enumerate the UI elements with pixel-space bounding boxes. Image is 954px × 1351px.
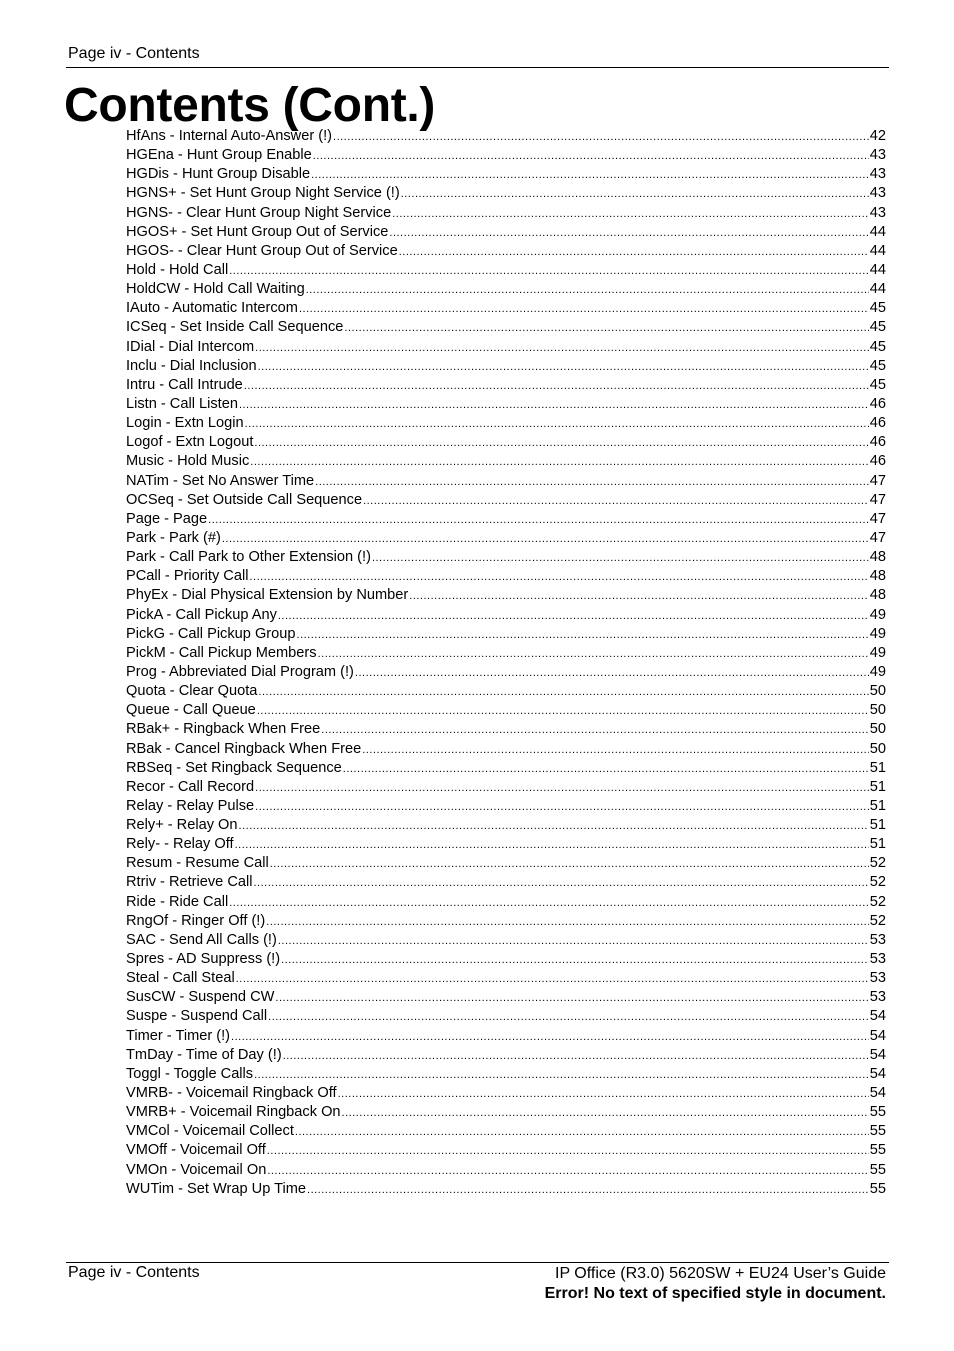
footer-document-info	[545, 1264, 886, 1304]
footer-error-text: Error! No text of specified style in document.	[544, 1285, 886, 1302]
toc-dot-leader	[343, 760, 869, 778]
toc-page-number: 44	[869, 261, 886, 278]
toc-entry[interactable]	[126, 835, 886, 854]
toc-page-number: 52	[869, 912, 886, 929]
toc-entry[interactable]	[126, 988, 886, 1007]
toc-dot-leader	[239, 396, 869, 414]
toc-entry-title: Rtriv - Retrieve Call	[126, 874, 253, 891]
toc-page-number: 43	[869, 185, 886, 202]
toc-entry-title: VMOff - Voicemail Off	[126, 1142, 266, 1159]
toc-entry[interactable]	[126, 414, 886, 433]
toc-entry-title: Login - Extn Login	[126, 415, 244, 432]
toc-page-number: 49	[869, 606, 886, 623]
toc-dot-leader	[254, 874, 869, 892]
toc-page-number: 49	[869, 663, 886, 680]
toc-dot-leader	[409, 587, 869, 605]
toc-page-number: 43	[869, 204, 886, 221]
toc-entry[interactable]	[126, 759, 886, 778]
toc-dot-leader	[315, 473, 869, 491]
toc-entry-title: Timer - Timer (!)	[126, 1027, 231, 1044]
toc-entry[interactable]	[126, 491, 886, 510]
footer-guide-title: IP Office (R3.0) 5620SW + EU24 User’s Guide	[555, 1265, 886, 1282]
toc-entry-title: Rely+ - Relay On	[126, 817, 238, 834]
toc-dot-leader	[281, 951, 869, 969]
toc-page-number: 49	[869, 625, 886, 642]
toc-page-number: 54	[869, 1046, 886, 1063]
toc-entry[interactable]	[126, 586, 886, 605]
toc-entry[interactable]	[126, 146, 886, 165]
toc-entry[interactable]	[126, 950, 886, 969]
toc-page-number: 55	[869, 1180, 886, 1197]
toc-page-number: 48	[869, 568, 886, 585]
toc-page-number: 45	[869, 319, 886, 336]
toc-entry[interactable]	[126, 1084, 886, 1103]
toc-page-number: 45	[869, 376, 886, 393]
toc-page-number: 53	[869, 970, 886, 987]
toc-entry[interactable]	[126, 567, 886, 586]
toc-entry-title: HGNS- - Clear Hunt Group Night Service	[126, 204, 392, 221]
toc-entry-title: RBSeq - Set Ringback Sequence	[126, 759, 342, 776]
toc-entry-title: Ride - Ride Call	[126, 893, 229, 910]
toc-dot-leader	[267, 1142, 869, 1160]
toc-page-number: 47	[869, 491, 886, 508]
toc-entry-title: Resum - Resume Call	[126, 855, 269, 872]
toc-entry[interactable]	[126, 510, 886, 529]
toc-dot-leader	[245, 415, 869, 433]
toc-page-number: 54	[869, 1065, 886, 1082]
toc-entry-title: SAC - Send All Calls (!)	[126, 931, 277, 948]
toc-entry-title: Toggl - Toggle Calls	[126, 1065, 254, 1082]
toc-dot-leader	[239, 817, 869, 835]
toc-entry-title: PhyEx - Dial Physical Extension by Number	[126, 587, 409, 604]
toc-entry-title: HGOS- - Clear Hunt Group Out of Service	[126, 242, 398, 259]
toc-entry-title: VMOn - Voicemail On	[126, 1161, 267, 1178]
toc-page-number: 51	[869, 797, 886, 814]
toc-entry[interactable]	[126, 701, 886, 720]
toc-page-number: 51	[869, 759, 886, 776]
toc-dot-leader	[208, 511, 869, 529]
toc-entry[interactable]	[126, 854, 886, 873]
toc-entry-title: HGEna - Hunt Group Enable	[126, 147, 312, 164]
toc-dot-leader	[363, 492, 869, 510]
toc-entry-title: HGDis - Hunt Group Disable	[126, 166, 311, 183]
toc-page-number: 53	[869, 989, 886, 1006]
toc-entry-title: SusCW - Suspend CW	[126, 989, 275, 1006]
toc-entry-title: Page - Page	[126, 510, 208, 527]
toc-entry[interactable]	[126, 1007, 886, 1026]
toc-entry-title: RngOf - Ringer Off (!)	[126, 912, 266, 929]
footer-divider	[66, 1262, 889, 1263]
toc-entry[interactable]	[126, 376, 886, 395]
toc-entry-title: Hold - Hold Call	[126, 261, 229, 278]
toc-page-number: 46	[869, 434, 886, 451]
toc-entry-title: Spres - AD Suppress (!)	[126, 951, 281, 968]
toc-dot-leader	[392, 205, 869, 223]
toc-entry[interactable]	[126, 682, 886, 701]
toc-entry-title: Suspe - Suspend Call	[126, 1008, 268, 1025]
toc-entry-title: OCSeq - Set Outside Call Sequence	[126, 491, 363, 508]
toc-dot-leader	[258, 683, 868, 701]
toc-entry[interactable]	[126, 720, 886, 739]
toc-dot-leader	[266, 913, 869, 931]
toc-dot-leader	[297, 626, 869, 644]
toc-entry[interactable]	[126, 318, 886, 337]
toc-entry[interactable]	[126, 644, 886, 663]
toc-dot-leader	[254, 434, 868, 452]
toc-entry[interactable]	[126, 338, 886, 357]
toc-dot-leader	[372, 549, 869, 567]
toc-dot-leader	[255, 798, 869, 816]
toc-page-number: 50	[869, 702, 886, 719]
toc-entry[interactable]	[126, 127, 886, 146]
toc-entry-title: Relay - Relay Pulse	[126, 797, 255, 814]
toc-dot-leader	[401, 185, 869, 203]
toc-entry[interactable]	[126, 778, 886, 797]
toc-entry-title: PickG - Call Pickup Group	[126, 625, 296, 642]
toc-entry-title: Listn - Call Listen	[126, 395, 238, 412]
toc-entry[interactable]	[126, 357, 886, 376]
toc-entry[interactable]	[126, 1122, 886, 1141]
toc-page-number: 43	[869, 147, 886, 164]
toc-dot-leader	[229, 262, 869, 280]
toc-page-number: 52	[869, 855, 886, 872]
toc-entry[interactable]	[126, 663, 886, 682]
toc-entry-title: Logof - Extn Logout	[126, 434, 254, 451]
toc-dot-leader	[270, 855, 869, 873]
toc-dot-leader	[258, 358, 869, 376]
toc-page-number: 55	[869, 1123, 886, 1140]
toc-entry-title: Inclu - Dial Inclusion	[126, 357, 257, 374]
toc-dot-leader	[278, 607, 869, 625]
toc-page-number: 45	[869, 338, 886, 355]
toc-dot-leader	[254, 1066, 869, 1084]
toc-page-number: 43	[869, 166, 886, 183]
toc-entry[interactable]	[126, 1161, 886, 1180]
toc-entry-title: Prog - Abbreviated Dial Program (!)	[126, 663, 354, 680]
toc-entry[interactable]	[126, 1141, 886, 1160]
toc-dot-leader	[257, 702, 869, 720]
toc-entry-title: RBak - Cancel Ringback When Free	[126, 740, 362, 757]
toc-entry[interactable]	[126, 452, 886, 471]
toc-page-number: 46	[869, 453, 886, 470]
toc-entry[interactable]	[126, 261, 886, 280]
toc-dot-leader	[342, 1104, 869, 1122]
toc-entry[interactable]	[126, 433, 886, 452]
toc-entry[interactable]	[126, 873, 886, 892]
footer-page-label: Page iv - Contents	[68, 1264, 200, 1281]
toc-dot-leader	[313, 147, 869, 165]
toc-dot-leader	[399, 243, 869, 261]
toc-dot-leader	[250, 453, 869, 471]
toc-entry-title: WUTim - Set Wrap Up Time	[126, 1180, 307, 1197]
toc-entry-title: HGNS+ - Set Hunt Group Night Service (!)	[126, 185, 400, 202]
toc-entry-title: VMCol - Voicemail Collect	[126, 1123, 294, 1140]
toc-entry-title: PickA - Call Pickup Any	[126, 606, 277, 623]
toc-dot-leader	[267, 1162, 868, 1180]
toc-dot-leader	[255, 779, 869, 797]
toc-page-number: 46	[869, 415, 886, 432]
toc-dot-leader	[222, 530, 869, 548]
toc-page-number: 44	[869, 242, 886, 259]
toc-page-number: 50	[869, 740, 886, 757]
toc-page-number: 54	[869, 1008, 886, 1025]
toc-entry-title: Park - Call Park to Other Extension (!)	[126, 549, 371, 566]
toc-entry[interactable]	[126, 548, 886, 567]
toc-page-number: 51	[869, 836, 886, 853]
toc-page-number: 47	[869, 529, 886, 546]
toc-page-number: 45	[869, 300, 886, 317]
toc-entry[interactable]	[126, 242, 886, 261]
toc-page-number: 53	[869, 951, 886, 968]
toc-entry[interactable]	[126, 912, 886, 931]
toc-entry[interactable]	[126, 184, 886, 203]
toc-page-number: 53	[869, 931, 886, 948]
toc-page-number: 52	[869, 874, 886, 891]
toc-page-number: 47	[869, 510, 886, 527]
toc-dot-leader	[321, 721, 869, 739]
toc-dot-leader	[299, 300, 869, 318]
toc-entry-title: IDial - Dial Intercom	[126, 338, 255, 355]
toc-entry-title: Park - Park (#)	[126, 529, 221, 546]
toc-entry-title: Steal - Call Steal	[126, 970, 235, 987]
toc-dot-leader	[389, 224, 868, 242]
toc-entry-title: Music - Hold Music	[126, 453, 250, 470]
toc-page-number: 52	[869, 893, 886, 910]
toc-entry[interactable]	[126, 280, 886, 299]
toc-page-number: 48	[869, 549, 886, 566]
toc-dot-leader	[236, 970, 869, 988]
toc-dot-leader	[355, 664, 869, 682]
toc-entry[interactable]	[126, 165, 886, 184]
toc-entry[interactable]	[126, 969, 886, 988]
toc-entry[interactable]	[126, 299, 886, 318]
toc-entry-title: RBak+ - Ringback When Free	[126, 721, 321, 738]
toc-entry-title: HfAns - Internal Auto-Answer (!)	[126, 128, 333, 144]
toc-entry[interactable]	[126, 472, 886, 491]
toc-dot-leader	[244, 377, 869, 395]
toc-page-number: 55	[869, 1161, 886, 1178]
toc-page-number: 49	[869, 644, 886, 661]
toc-entry-title: Intru - Call Intrude	[126, 376, 243, 393]
toc-page-number: 51	[869, 778, 886, 795]
toc-entry[interactable]	[126, 931, 886, 950]
toc-entry-title: ICSeq - Set Inside Call Sequence	[126, 319, 344, 336]
toc-dot-leader	[268, 1008, 869, 1026]
toc-dot-leader	[255, 339, 869, 357]
toc-entry-title: Rely- - Relay Off	[126, 836, 234, 853]
header-divider	[66, 67, 889, 68]
toc-page-number: 46	[869, 395, 886, 412]
page-title: Contents (Cont.)	[64, 79, 436, 132]
toc-page-number: 45	[869, 357, 886, 374]
toc-dot-leader	[311, 166, 869, 184]
toc-page-number: 55	[869, 1142, 886, 1159]
toc-dot-leader	[283, 1047, 869, 1065]
toc-entry-title: NATim - Set No Answer Time	[126, 472, 315, 489]
toc-entry[interactable]	[126, 1180, 886, 1199]
toc-page-number: 55	[869, 1104, 886, 1121]
toc-dot-leader	[295, 1123, 869, 1141]
toc-entry[interactable]	[126, 625, 886, 644]
toc-entry-title: HGOS+ - Set Hunt Group Out of Service	[126, 223, 389, 240]
toc-page-number: 54	[869, 1085, 886, 1102]
toc-page-number: 48	[869, 587, 886, 604]
toc-dot-leader	[318, 645, 869, 663]
toc-entry-title: HoldCW - Hold Call Waiting	[126, 281, 305, 298]
toc-entry-title: Queue - Call Queue	[126, 702, 256, 719]
toc-dot-leader	[333, 128, 869, 146]
toc-dot-leader	[249, 568, 868, 586]
toc-entry[interactable]	[126, 1103, 886, 1122]
toc-dot-leader	[362, 741, 869, 759]
toc-dot-leader	[344, 319, 868, 337]
toc-entry-title: PickM - Call Pickup Members	[126, 644, 317, 661]
table-of-contents	[126, 127, 886, 1199]
toc-entry[interactable]	[126, 395, 886, 414]
page-header: Page iv - Contents	[68, 45, 200, 62]
toc-entry[interactable]	[126, 893, 886, 912]
toc-page-number: 44	[869, 281, 886, 298]
toc-entry[interactable]	[126, 816, 886, 835]
toc-entry-title: IAuto - Automatic Intercom	[126, 300, 298, 317]
toc-entry-title: PCall - Priority Call	[126, 568, 249, 585]
toc-entry[interactable]	[126, 529, 886, 548]
toc-entry[interactable]	[126, 223, 886, 242]
toc-entry[interactable]	[126, 606, 886, 625]
toc-dot-leader	[229, 894, 869, 912]
toc-page-number: 47	[869, 472, 886, 489]
toc-entry[interactable]	[126, 740, 886, 759]
toc-entry[interactable]	[126, 797, 886, 816]
toc-entry[interactable]	[126, 1027, 886, 1046]
toc-page-number: 51	[869, 817, 886, 834]
toc-entry-title: TmDay - Time of Day (!)	[126, 1046, 282, 1063]
toc-page-number: 42	[869, 128, 886, 144]
toc-entry-title: Recor - Call Record	[126, 778, 255, 795]
toc-entry-title: Quota - Clear Quota	[126, 683, 258, 700]
toc-dot-leader	[338, 1085, 869, 1103]
toc-page-number: 44	[869, 223, 886, 240]
toc-entry[interactable]	[126, 204, 886, 223]
toc-page-number: 50	[869, 683, 886, 700]
toc-entry-title: VMRB- - Voicemail Ringback Off	[126, 1085, 337, 1102]
toc-entry-title: VMRB+ - Voicemail Ringback On	[126, 1104, 341, 1121]
toc-dot-leader	[278, 932, 869, 950]
toc-dot-leader	[306, 281, 869, 299]
toc-dot-leader	[275, 989, 868, 1007]
toc-entry[interactable]	[126, 1046, 886, 1065]
toc-entry[interactable]	[126, 1065, 886, 1084]
toc-page-number: 50	[869, 721, 886, 738]
toc-dot-leader	[307, 1181, 869, 1199]
toc-dot-leader	[235, 836, 869, 854]
toc-dot-leader	[231, 1028, 869, 1046]
toc-page-number: 54	[869, 1027, 886, 1044]
